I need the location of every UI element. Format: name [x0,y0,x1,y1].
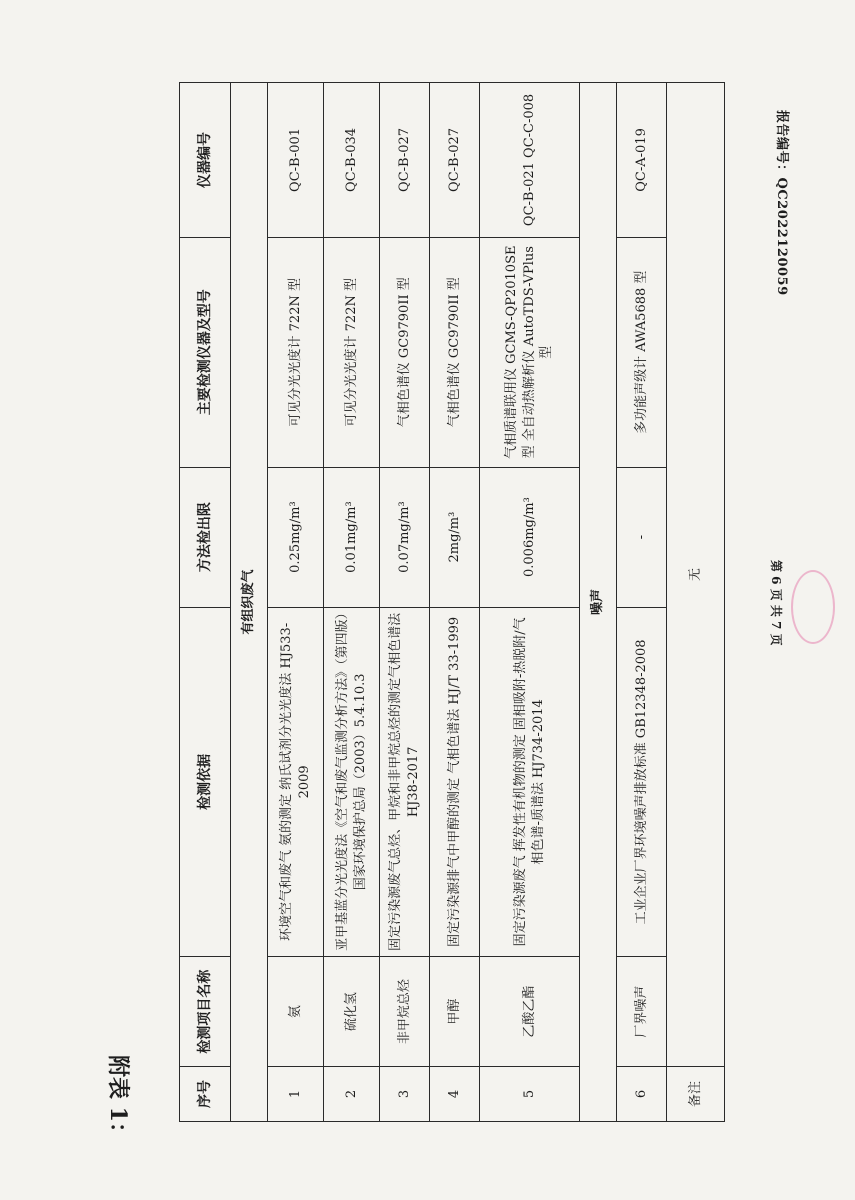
table-row [324,83,380,1122]
row-limit: 0.25mg/m³ [268,467,324,607]
row-limit: 0.01mg/m³ [324,467,380,607]
row-item: 厂界噪声 [617,957,667,1067]
table-row [617,83,667,1122]
table-row [380,83,430,1122]
appendix-title: 附表 1： [105,1055,131,1144]
row-code: QC-B-001 [268,83,324,238]
row-item: 硫化氢 [324,957,380,1067]
header-cell: 仪器编号 [180,83,231,238]
seal-stamp [791,570,835,644]
remark-value: 无 [667,83,725,1067]
row-code: QC-B-027 [430,83,480,238]
row-basis: 固定污染源排气中甲醇的测定 气相色谱法 HJ/T 33-1999 [430,607,480,957]
row-no: 5 [480,1067,580,1122]
row-instrument: 可见分光光度计 722N 型 [324,237,380,467]
row-basis: 固定污染源废气总烃、甲烷和非甲烷总烃的测定气相色谱法 HJ38-2017 [380,607,430,957]
header-cell: 方法检出限 [180,467,231,607]
row-basis: 工业企业厂界环境噪声排放标准 GB12348-2008 [617,607,667,957]
row-item: 乙酸乙酯 [480,957,580,1067]
row-limit: - [617,467,667,607]
table-row [268,83,324,1122]
remark-row [667,83,725,1122]
row-basis: 亚甲基蓝分光光度法《空气和废气监测分析方法》（第四版）国家环境保护总局（2003）5.4.10.3 [324,607,380,957]
row-code: QC-B-021 QC-C-008 [480,83,580,238]
row-instrument: 可见分光光度计 722N 型 [268,237,324,467]
header-cell: 检测项目名称 [180,957,231,1067]
header-cell: 检测依据 [180,607,231,957]
row-basis: 环境空气和废气 氨的测定 纳氏试剂分光光度法 HJ533-2009 [268,607,324,957]
section-title: 有组织废气 [231,83,268,1122]
section-row [231,83,268,1122]
row-code: QC-A-019 [617,83,667,238]
row-code: QC-B-034 [324,83,380,238]
remark-label: 备注 [667,1067,725,1122]
row-limit: 0.07mg/m³ [380,467,430,607]
header-cell: 主要检测仪器及型号 [180,237,231,467]
page-number: 第 6 页 共 7 页 [769,560,783,646]
row-basis: 固定污染源废气 挥发性有机物的测定 固相吸附-热脱附/气相色谱-质谱法 HJ734-2014 [480,607,580,957]
row-item: 非甲烷总烃 [380,957,430,1067]
section-row [580,83,617,1122]
row-no: 1 [268,1067,324,1122]
row-item: 甲醇 [430,957,480,1067]
row-instrument: 气相色谱仪 GC9790II 型 [380,237,430,467]
row-code: QC-B-027 [380,83,430,238]
row-item: 氨 [268,957,324,1067]
row-limit: 0.006mg/m³ [480,467,580,607]
row-no: 3 [380,1067,430,1122]
table-row [480,83,580,1122]
row-no: 6 [617,1067,667,1122]
table-header-row [180,83,231,1122]
row-instrument: 多功能声级计 AWA5688 型 [617,237,667,467]
section-title: 噪声 [580,83,617,1122]
row-limit: 2mg/m³ [430,467,480,607]
row-instrument: 气相色谱仪 GC9790II 型 [430,237,480,467]
report-number: 报告编号：QC2022120059 [774,110,789,296]
row-instrument: 气相质谱联用仪 GCMS-QP2010SE 型 全自动热解析仪 AutoTDS-VPlus 型 [480,237,580,467]
row-no: 4 [430,1067,480,1122]
inspection-table [179,82,725,1122]
table-row [430,83,480,1122]
header-cell: 序号 [180,1067,231,1122]
row-no: 2 [324,1067,380,1122]
